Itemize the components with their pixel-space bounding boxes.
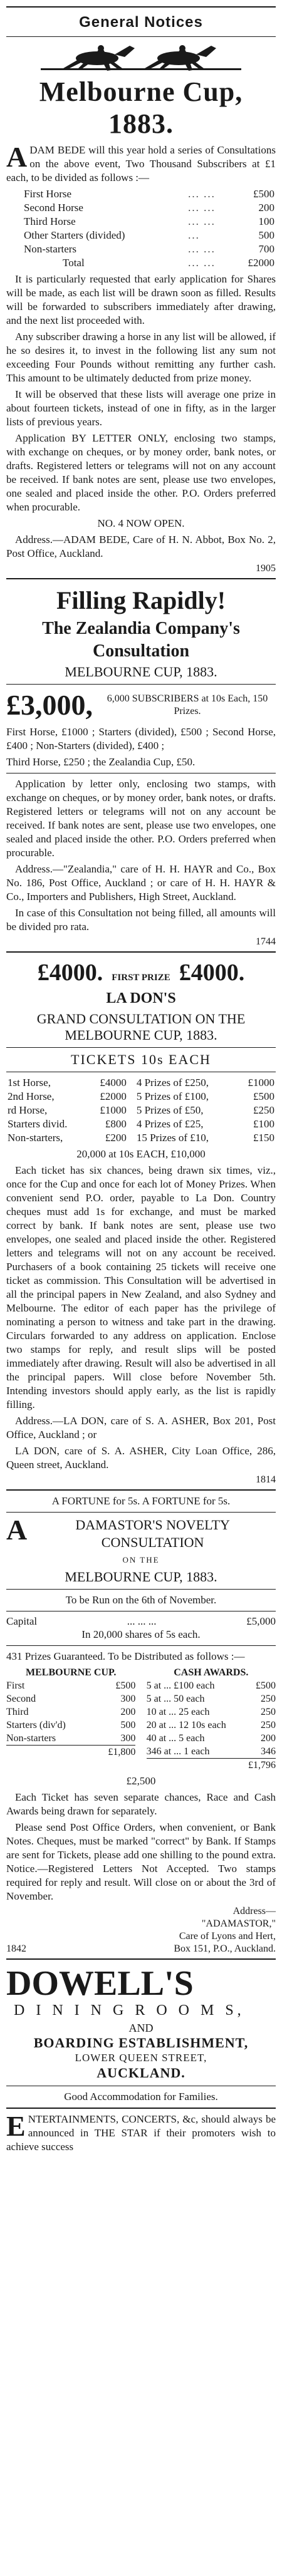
damastor-address-line: Care of Lyons and Hert,	[179, 1931, 276, 1942]
drop-cap: A	[6, 141, 28, 173]
zealandia-address: Address.—"Zealandia," care of H. H. HAYR and Co., Box No. 186, Post Office, Auckland ; or care of H. H. HAYR & Co., Importers and Publishers, High Street, Auckland.	[6, 863, 276, 903]
table-row: First Horse ... ... £500	[24, 188, 274, 200]
adam-bede-para-1: It is particularly requested that early application for Shares will be made, as each list will be drawn soon as filled. Results will be forwarded to subscribers immediately after drawing, and the next list proceeded with.	[6, 273, 276, 326]
dowell-and: AND	[128, 2022, 154, 2034]
list-item: £1,796	[147, 1758, 276, 1772]
list-item: Third 200	[6, 1707, 136, 1717]
divider	[6, 2108, 276, 2109]
damastor-left-column	[6, 1666, 135, 1772]
divider	[6, 578, 276, 579]
dowell-establishment: BOARDING ESTABLISHMENT,	[33, 2035, 249, 2051]
ladon-title: GRAND CONSULTATION ON THE MELBOURNE CUP, 1883.	[36, 1011, 246, 1043]
table-row: Non-starters, £200 15 Prizes of £10, £150	[8, 1132, 274, 1144]
dowell-tag: Good Accommodation for Families.	[64, 2091, 218, 2103]
drop-cap: A	[6, 1514, 28, 1546]
dowell-rooms: D I N I N G R O O M S,	[14, 2002, 245, 2019]
zealandia-headline: Filling Rapidly!	[56, 586, 226, 614]
damastor-event: MELBOURNE CUP, 1883.	[65, 1569, 217, 1585]
ladon-total: 20,000 at 10s EACH, £10,000	[76, 1148, 206, 1160]
damastor-para-2: Please send Post Office Orders, when convenient, or Bank Notes. Cheques, must be marked "correct" by Bank. If Stamps are sent for Tickets, please add one shilling to the pound extra. Notice.—Registered Letters Not Accepted. Two stamps required for reply and result. Will close on or about the 3rd of November.	[6, 1821, 276, 1902]
list-item: £1,800	[6, 1745, 135, 1759]
damastor-para-1: Each Ticket has seven separate chances, Race and Cash Awards being drawn for separately.	[6, 1791, 276, 1817]
ladon-name: LA DON'S	[106, 990, 176, 1006]
zealandia-event: MELBOURNE CUP, 1883.	[65, 664, 217, 680]
table-row: Total ... ... £2000	[63, 257, 274, 269]
table-row: rd Horse, £1000 5 Prizes of £50, £250	[8, 1104, 274, 1116]
page-column	[6, 0, 276, 2154]
racehorse-illustration	[6, 41, 276, 75]
adam-bede-address: Address.—ADAM BEDE, Care of H. N. Abbot, Box No. 2, Post Office, Auckland.	[6, 534, 276, 559]
zealandia-subscribers: 6,000 SUBSCRIBERS at 10s Each, 150 Prizes.	[107, 693, 268, 716]
damastor-shares: In 20,000 shares of 5s each.	[81, 1628, 201, 1640]
ladon-amount-right: £4000.	[179, 960, 245, 986]
damastor-capital-amount: £5,000	[246, 1615, 276, 1627]
damastor-right-head: CASH AWARDS.	[174, 1667, 249, 1678]
melbourne-cup-headline: Melbourne Cup, 1883.	[39, 76, 243, 139]
adam-bede-prize-table	[6, 187, 276, 270]
list-item: 10 at ... 25 each 250	[146, 1707, 276, 1717]
damastor-run: To be Run on the 6th of November.	[65, 1594, 217, 1606]
ladon-price-row	[6, 959, 276, 986]
ladon-para-1: Each ticket has six chances, being drawn six times, viz., once for the Cup and once for each lot of Money Prizes. When convenient send P.O. order, payable to La Don. Country cheques must add 1s for exchange, and must be marked correct by bank. If bank notes are sent, please use two envelopes, one sealed and placed inside the other. Registered letters and telegrams will not on any account be received. Purchasers of a book containing 25 tickets will receive one ticket as commission. This Consultation will be advertised in all the principal papers in New Zealand, and also Sydney and Melbourne. The editor of each paper has the privilege of nominating a person to witness and take part in the drawing. Circulars forwarded to any address on application. Enclose two stamps for reply, and result slips will be posted immediately after drawing. Result will also be advertised in all the principal papers. Will close before November 5th. Intending investors should apply early, as the list is rapidly filling.	[6, 1164, 276, 1410]
table-row: Starters divid. £800 4 Prizes of £25, £100	[8, 1118, 274, 1130]
damastor-right-column	[147, 1666, 276, 1772]
list-item: 5 at ... 50 each 250	[146, 1694, 276, 1704]
ladon-address-2: LA DON, care of S. A. ASHER, City Loan Office, 286, Queen street, Auckland.	[6, 1445, 276, 1471]
list-item: 20 at ... 12 10s each 250	[146, 1720, 276, 1730]
table-row: Other Starters (divided) ... 500	[24, 229, 274, 241]
table-row: 1st Horse, £4000 4 Prizes of £250, £1000	[8, 1077, 274, 1089]
dowell-banner	[6, 1966, 276, 2001]
divider	[6, 1589, 276, 1590]
damastor-ref: 1842	[6, 1943, 26, 1954]
zealandia-prizes-1: First Horse, £1000 ; Starters (divided), £500 ; Second Horse, £400 ; Non-Starters (divided), £400 ;	[6, 726, 276, 752]
adam-bede-para-2: Any subscriber drawing a horse in any list will be allowed, if he so desires it, to invest in the following list any sum not exceeding Four Pounds without remitting any further cash. This amount to be ultimately deducted from prize money.	[6, 331, 276, 384]
ladon-tickets: TICKETS 10s EACH	[71, 1052, 211, 1067]
top-rule	[6, 6, 276, 8]
header-rule	[6, 36, 276, 37]
divider	[6, 1512, 276, 1513]
list-item: Non-starters 300	[6, 1733, 136, 1744]
divider	[6, 1958, 276, 1960]
zealandia-para-2: In case of this Consultation not being filled, all amounts will be divided pro rata.	[6, 907, 276, 933]
damastor-address-box: Box 151, P.O., Auckland.	[174, 1943, 276, 1954]
adam-bede-open: NO. 4 NOW OPEN.	[97, 517, 185, 529]
list-item: Starters (div'd) 500	[6, 1720, 136, 1730]
adam-bede-para-3: It will be observed that these lists will average one prize in about fourteen tickets, instead of one in fifty, as in the larger lists of previous years.	[6, 388, 276, 428]
ladon-address-1: Address.—LA DON, care of S. A. ASHER, Box 201, Post Office, Auckland ; or	[6, 1415, 276, 1441]
zealandia-title: The Zealandia Company's	[42, 619, 240, 638]
zealandia-prizes-2: Third Horse, £250 ; the Zealandia Cup, £50.	[6, 756, 196, 768]
adam-bede-ref: 1905	[256, 563, 276, 574]
dowell-name: DOWELL'S	[6, 1964, 194, 2003]
zealandia-para-1: Application by letter only, enclosing two stamps, with exchange on cheques, or by money order, bank notes, or drafts. Registered letters or telegrams will not on any account be received. If bank notes are sent, please use two envelopes, one sealed and placed inside the other. P.O. Orders preferred when procurable.	[6, 778, 276, 859]
damastor-title: A DAMASTOR'S NOVELTY CONSULTATION	[6, 1514, 230, 1550]
drop-cap: E	[6, 2110, 26, 2142]
divider	[6, 1489, 276, 1491]
list-item: 5 at ... £100 each £500	[146, 1680, 276, 1691]
racehorse-icon	[41, 41, 241, 75]
damastor-prize-columns	[6, 1666, 276, 1772]
ladon-first-prize: FIRST PRIZE	[112, 973, 170, 983]
dowell-street: LOWER QUEEN STREET,	[75, 2052, 207, 2064]
ladon-amount-left: £4000.	[37, 960, 103, 986]
divider	[6, 1645, 276, 1646]
adam-bede-para-4: Application BY LETTER ONLY, enclosing two stamps, with exchange on cheques, or by money order, bank notes, or drafts. Registered letters or telegrams will not on any account be received. If bank notes are sent, please use two envelopes, one sealed and placed inside the other. P.O. Orders preferred when procurable.	[6, 432, 276, 513]
dowell-city: AUCKLAND.	[97, 2065, 185, 2081]
list-item: 40 at ... 5 each 200	[146, 1733, 276, 1744]
zealandia-ref: 1744	[256, 936, 276, 947]
divider	[6, 684, 276, 685]
table-row: Third Horse ... ... 100	[24, 215, 274, 227]
ladon-prize-table	[6, 1076, 276, 1145]
divider	[6, 1047, 276, 1048]
damastor-left-head: MELBOURNE CUP.	[26, 1667, 117, 1678]
entertainments-notice: ENTERTAINMENTS, CONCERTS, &c, should always be announced in THE STAR if their promoters wish to achieve success	[6, 2110, 276, 2153]
damastor-grand-total: £2,500	[126, 1775, 156, 1787]
table-row: Second Horse ... ... 200	[24, 202, 274, 214]
ladon-ref: 1814	[256, 1474, 276, 1485]
zealandia-subtitle: Consultation	[92, 641, 190, 661]
damastor-tagline: A FORTUNE for 5s. A FORTUNE for 5s.	[51, 1495, 231, 1507]
table-row: 2nd Horse, £2000 5 Prizes of £100, £500	[8, 1090, 274, 1102]
section-header: General Notices	[79, 14, 203, 31]
damastor-capital-label: Capital	[6, 1615, 38, 1627]
damastor-address-label: Address—	[232, 1906, 276, 1916]
list-item: Second 300	[6, 1694, 136, 1704]
zealandia-big-amount: £3,000,	[6, 689, 93, 721]
damastor-address-name: "ADAMASTOR,"	[201, 1918, 276, 1929]
dowell-rooms-row	[6, 2002, 276, 2019]
zealandia-amount-row	[6, 688, 276, 722]
table-row: Non-starters ... ... 700	[24, 243, 274, 255]
damastor-guaranteed: 431 Prizes Guaranteed. To be Distributed as follows :—	[6, 1650, 245, 1662]
list-item: First £500	[6, 1680, 136, 1691]
damastor-capital-row: Capital ... ... ... £5,000	[6, 1615, 276, 1627]
adam-bede-intro: ADAM BEDE will this year hold a series of Consultations on the above event, Two Thousand Subscribers at £1 each, to be divided as follows :—	[6, 141, 276, 184]
list-item: 346 at ... 1 each 346	[146, 1746, 276, 1757]
damastor-on-the: ON THE	[122, 1555, 160, 1565]
damastor-footer	[6, 1943, 276, 1955]
divider	[6, 951, 276, 953]
